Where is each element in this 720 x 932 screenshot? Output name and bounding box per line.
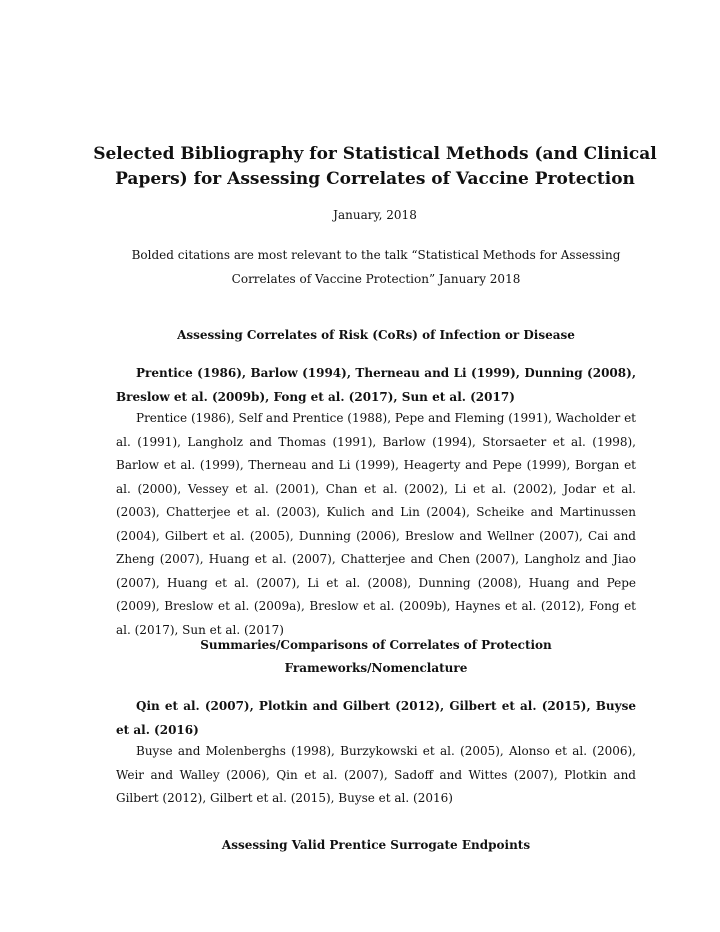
- section-heading-prentice-surrogate: Assessing Valid Prentice Surrogate Endpoints: [221, 838, 531, 852]
- section-subheading-frameworks: Frameworks/Nomenclature: [284, 661, 468, 675]
- section-heading-summaries: Summaries/Comparisons of Correlates of Protection: [200, 638, 552, 652]
- section-heading-correlates-of-risk: Assessing Correlates of Risk (CoRs) of Infection or Disease: [177, 328, 575, 342]
- section-citations: Prentice (1986), Self and Prentice (1988), Pepe and Fleming (1991), Wacholder et al. (1991), Langholz and Thomas (1991), Barlow (1994), Storsaeter et al. (1998), Barlow et al. (1999), Therneau and Li (1999), Heagerty and Pepe (1999), Borgan et al. (2000), Vessey et al. (2001), Chan et al. (2002), Li et al. (2002), Jodar et al. (2003), Chatterjee et al. (2003), Kulich and Lin (2004), Scheike and Martinussen (2004), Gilbert et al. (2005), Dunning (2006), Breslow and Wellner (2007), Cai and Zheng (2007), Huang et al. (2007), Chatterjee and Chen (2007), Langholz and Jiao (2007), Huang et al. (2007), Li et al. (2008), Dunning (2008), Huang and Pepe (2009), Breslow et al. (2009a), Breslow et al. (2009b), Haynes et al. (2012), Fong et al. (2017), Sun et al. (2017): [116, 411, 636, 637]
- section-bold-citations: Prentice (1986), Barlow (1994), Therneau and Li (1999), Dunning (2008), Breslow et al. (2009b), Fong et al. (2017), Sun et al. (2017): [116, 366, 636, 404]
- bold-citation-note: Bolded citations are most relevant to the talk “Statistical Methods for Assessing Correlates of Vaccine Protection” January 2018: [131, 248, 621, 286]
- section-bold-citations: Qin et al. (2007), Plotkin and Gilbert (2012), Gilbert et al. (2015), Buyse et al. (2016): [116, 699, 636, 737]
- section-citations: Buyse and Molenberghs (1998), Burzykowski et al. (2005), Alonso et al. (2006), Weir and Walley (2006), Qin et al. (2007), Sadoff and Wittes (2007), Plotkin and Gilbert (2012), Gilbert et al. (2015), Buyse et al. (2016): [116, 744, 636, 805]
- document-date: January, 2018: [333, 208, 417, 222]
- document-title: Selected Bibliography for Statistical Methods (and Clinical Papers) for Assessing Correlates of Vaccine Protection: [93, 144, 657, 189]
